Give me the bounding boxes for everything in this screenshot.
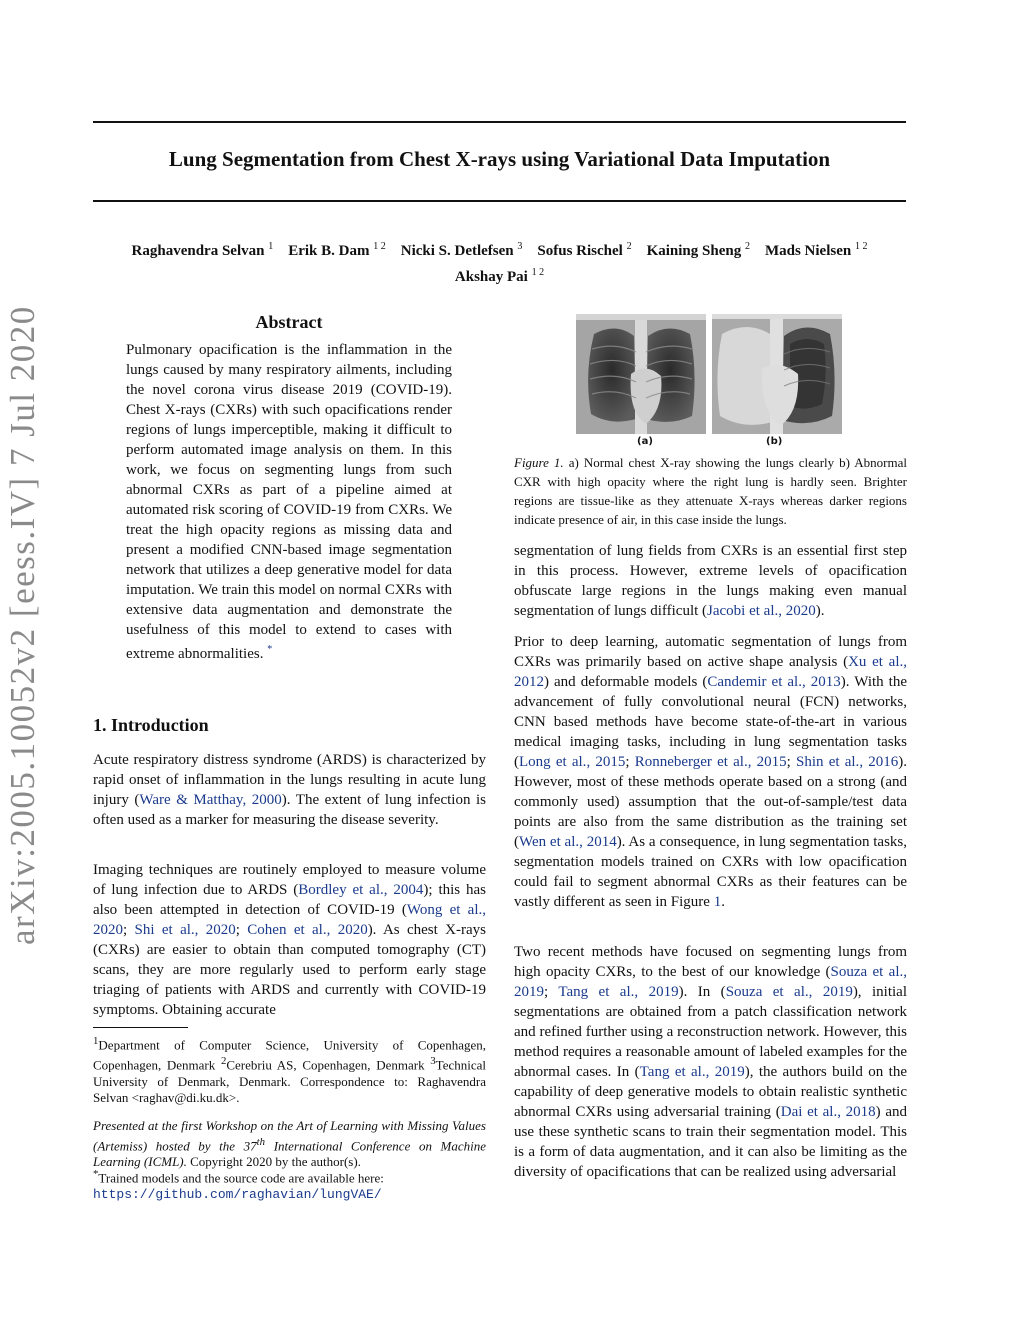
section-heading-introduction: 1. Introduction	[93, 715, 209, 735]
footnote-rule	[93, 1027, 188, 1028]
venue-footnote: Presented at the first Workshop on the Art of Learning with Missing Values (Artemiss) hosted by the 37th International Conference on Machine Learning (ICML). Copyright 2020 by the author(s).	[93, 1118, 487, 1170]
figure-reference-link[interactable]: 1	[713, 894, 722, 910]
citation-link[interactable]: Shi et al., 2020	[134, 922, 236, 938]
author-list	[93, 236, 906, 288]
code-footnote: *Trained models and the source code are available here: https://github.com/raghavian/lungVAE/	[93, 1168, 384, 1203]
title-rule-bottom	[93, 200, 906, 202]
abstract-heading: Abstract	[255, 312, 323, 332]
citation-link[interactable]: Tang et al., 2019	[558, 984, 679, 1000]
author: Nicki S. Detlefsen $^3$	[400, 241, 523, 259]
title-rule-top	[93, 121, 906, 123]
author: Raghavendra Selvan $^1$	[131, 241, 274, 259]
citation-link[interactable]: Shin et al., 2016	[796, 754, 899, 770]
right-paragraph-1: segmentation of lung fields from CXRs is an essential first step in this process. However, extreme levels of opacification obfuscate large regions in the lungs making even manual segmentation of lungs difficult (Jacobi et al., 2020).	[514, 543, 907, 619]
figure-caption: Figure 1. a) Normal chest X-ray showing the lungs clearly b) Abnormal CXR with high opacity where the right lung is hardly seen. Brighter regions are tissue-like as they attenuate X-rays whereas darker regions indicate presence of air, in this case inside the lungs.	[514, 455, 908, 527]
citation-link[interactable]: Xu et al., 2012	[514, 654, 907, 690]
code-url-link[interactable]: https://github.com/raghavian/lungVAE/	[93, 1187, 382, 1203]
author: Mads Nielsen $^{1 2}$	[764, 241, 868, 259]
right-paragraph-2: Prior to deep learning, automatic segmentation of lungs from CXRs was primarily based on active shape analysis (Xu et al., 2012) and deformable models (Candemir et al., 2013). With the advancement of fully convolutional neural (FCN) networks, CNN based methods have become state-of-the-art in various medical imaging tasks, including in lung segmentation tasks (Long et al., 2015; Ronneberger et al., 2015; Shin et al., 2016). However, most of these methods operate based on a strong (and commonly used) assumption that the out-of-sample/test data points are also from the same distribution as the training set (Wen et al., 2014). As a consequence, in lung segmentation tasks, segmentation models trained on CXRs with low opacification could fail to segment abnormal CXRs as their features can be vastly different as seen in Figure 1.	[514, 634, 908, 910]
paper-title: Lung Segmentation from Chest X-rays using Variational Data Imputation	[168, 147, 831, 171]
footnote-marker[interactable]: *	[267, 644, 273, 655]
citation-link[interactable]: Ware & Matthay, 2000	[139, 792, 282, 808]
citation-link[interactable]: Wong et al., 2020	[93, 902, 487, 938]
citation-link[interactable]: Jacobi et al., 2020	[707, 603, 816, 619]
citation-link[interactable]: Candemir et al., 2013	[707, 674, 841, 690]
intro-paragraph-2: Imaging techniques are routinely employed to measure volume of lung infection due to ARDS (Bordley et al., 2004); this has also been attempted in detection of COVID-19 (Wong et al., 2020; Shi et al., 2020; Cohen et al., 2020). As chest X-rays (CXRs) are easier to obtain than computed tomography (CT) scans, they are more regularly used to perform early stage triaging of patients with ARDS and currently with COVID-19 symptoms. Obtaining accurate	[93, 862, 487, 1018]
author: Erik B. Dam $^{1 2}$	[288, 241, 386, 259]
affiliation-footnote: $^1$Department of Computer Science, University of Copenhagen, Copenhagen, Denmark $^2$Cerebriu AS, Copenhagen, Denmark $^3$Technical University of Denmark, Denmark. Correspondence to: Raghavendra Selvan <raghav@di.ku.dk>.	[93, 1035, 487, 1105]
right-paragraph-3: Two recent methods have focused on segmenting lungs from high opacity CXRs, to the best of our knowledge (Souza et al., 2019; Tang et al., 2019). In (Souza et al., 2019), initial segmentations are obtained from a patch classification network and refined further using a reconstruction network. However, this method requires a reasonable amount of labeled examples for the abnormal cases. In (Tang et al., 2019), the authors build on the capability of deep generative models to obtain realistic synthetic abnormal CXRs using adversarial training (Dai et al., 2018) and use these synthetic scans to train their segmentation model. This is a form of data augmentation, and it can also be limiting as the diversity of opacifications that can be realized using adversarial	[514, 944, 908, 1180]
citation-link[interactable]: Long et al., 2015	[519, 754, 626, 770]
author: Akshay Pai $^{1 2}$	[454, 267, 545, 285]
citation-link[interactable]: Souza et al., 2019	[514, 964, 907, 1000]
citation-link[interactable]: Ronneberger et al., 2015	[634, 754, 787, 770]
citation-link[interactable]: Wen et al., 2014	[519, 834, 617, 850]
citation-link[interactable]: Souza et al., 2019	[725, 984, 853, 1000]
arxiv-identifier[interactable]: arXiv:2005.10052v2 [eess.IV] 7 Jul 2020	[3, 305, 42, 945]
figure-subcaption-b: (b)	[766, 436, 783, 447]
citation-link[interactable]: Tang et al., 2019	[639, 1064, 745, 1080]
citation-link[interactable]: Bordley et al., 2004	[298, 882, 424, 898]
abstract-text: Pulmonary opacification is the inflammation in the lungs caused by many respiratory ailments, including the novel corona virus disease 2019 (COVID-19). Chest X-rays (CXRs) with such opacifications render regions of lungs imperceptible, making it difficult to perform automated image analysis on them. In this work, we focus on segmenting lungs from such abnormal CXRs as part of a pipeline aimed at automated risk scoring of COVID-19 from CXRs. We treat the high opacity regions as missing data and present a modified CNN-based image segmentation network that utilizes a deep generative model for data imputation. We train this model on normal CXRs with extensive data augmentation and demonstrate the usefulness of this model to extend to cases with extreme abnormalities. *	[126, 342, 452, 662]
figure-subcaption-a: (a)	[637, 436, 653, 447]
intro-paragraph-1: Acute respiratory distress syndrome (ARDS) is characterized by rapid onset of inflammation in the lungs resulting in acute lung injury (Ware & Matthay, 2000). The extent of lung infection is often used as a marker for measuring the disease severity.	[93, 752, 487, 828]
citation-link[interactable]: Cohen et al., 2020	[247, 922, 368, 938]
author: Kaining Sheng $^2$	[646, 241, 750, 259]
xray-abnormal-image	[712, 314, 842, 434]
author: Sofus Rischel $^2$	[537, 241, 632, 259]
citation-link[interactable]: Dai et al., 2018	[780, 1104, 876, 1120]
xray-normal-image	[576, 314, 706, 434]
